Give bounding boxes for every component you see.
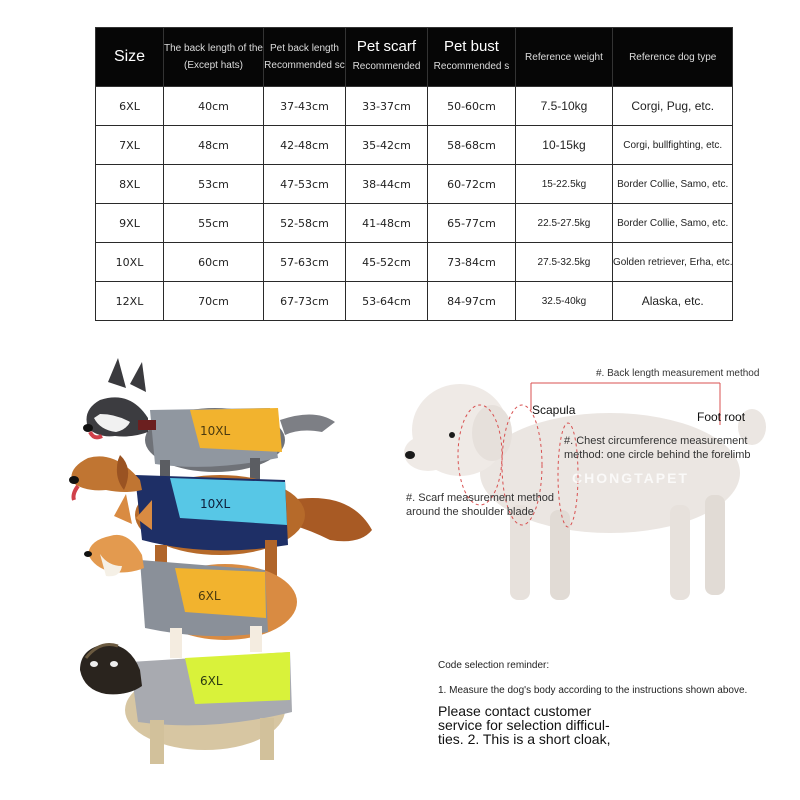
cell-pet-back: 37-43cm [263, 87, 345, 126]
cell-size: 8XL [96, 165, 164, 204]
brand-watermark: CHONGTAPET [572, 470, 689, 486]
scarf-method-line2: around the shoulder blade [406, 505, 534, 518]
notes-item-1: 1. Measure the dog's body according to the instructions shown above. [438, 685, 748, 696]
header-reference-dog-type: Reference dog type [612, 28, 733, 87]
chest-method-label [564, 435, 751, 463]
code-selection-notes [438, 660, 798, 746]
cell-back: 60cm [164, 243, 264, 282]
table-row [96, 282, 733, 321]
husky-coat-size-label: 10XL [200, 424, 231, 438]
cell-bust: 58-68cm [427, 126, 515, 165]
cell-bust: 84-97cm [427, 282, 515, 321]
cell-size: 9XL [96, 204, 164, 243]
cell-weight: 10-15kg [515, 126, 612, 165]
corgi-coat-size-label: 6XL [198, 589, 221, 603]
cell-dog-type: Corgi, Pug, etc. [612, 87, 733, 126]
cell-scarf: 45-52cm [345, 243, 427, 282]
cell-scarf: 53-64cm [345, 282, 427, 321]
cell-pet-back: 47-53cm [263, 165, 345, 204]
header-pet-scarf: Pet scarf Recommended [345, 28, 427, 87]
table-row [96, 126, 733, 165]
chest-method-line1: #. Chest circumference measurement [564, 435, 748, 447]
cell-weight: 15-22.5kg [515, 165, 612, 204]
scarf-method-line1: #. Scarf measurement method [406, 492, 554, 504]
cell-pet-back: 42-48cm [263, 126, 345, 165]
pug-image [80, 644, 292, 764]
cell-dog-type: Border Collie, Samo, etc. [612, 204, 733, 243]
header-size: Size [96, 28, 164, 87]
header-back-length: The back length of the (Except hats) [164, 28, 264, 87]
cell-back: 40cm [164, 87, 264, 126]
header-pet-bust: Pet bust Recommended s [427, 28, 515, 87]
cell-scarf: 35-42cm [345, 126, 427, 165]
cell-weight: 22.5-27.5kg [515, 204, 612, 243]
cell-bust: 65-77cm [427, 204, 515, 243]
pug-coat-size-label: 6XL [200, 674, 223, 688]
table-row [96, 87, 733, 126]
foot-root-label: Foot root [697, 410, 746, 424]
cell-back: 53cm [164, 165, 264, 204]
table-row [96, 165, 733, 204]
cell-pet-back: 52-58cm [263, 204, 345, 243]
cell-scarf: 41-48cm [345, 204, 427, 243]
cell-size: 10XL [96, 243, 164, 282]
notes-contact-text: Please contact customer service for selection difficul- ties. 2. This is a short cloak, [438, 703, 611, 747]
notes-title: Code selection reminder: [438, 660, 550, 671]
cell-size: 6XL [96, 87, 164, 126]
size-table [95, 27, 733, 321]
cell-dog-type: Corgi, bullfighting, etc. [612, 126, 733, 165]
back-length-method-label: #. Back length measurement method [596, 368, 760, 379]
cell-bust: 73-84cm [427, 243, 515, 282]
cell-back: 48cm [164, 126, 264, 165]
cell-bust: 60-72cm [427, 165, 515, 204]
cell-back: 70cm [164, 282, 264, 321]
cell-bust: 50-60cm [427, 87, 515, 126]
cell-weight: 7.5-10kg [515, 87, 612, 126]
scarf-method-label [406, 492, 554, 520]
dogs-in-coats-photo [60, 340, 390, 790]
cell-dog-type: Golden retriever, Erha, etc. [612, 243, 733, 282]
scapula-label: Scapula [532, 403, 576, 417]
cell-pet-back: 67-73cm [263, 282, 345, 321]
measurement-guide-dog-image [400, 355, 790, 620]
cell-dog-type: Border Collie, Samo, etc. [612, 165, 733, 204]
cell-dog-type: Alaska, etc. [612, 282, 733, 321]
cell-weight: 32.5-40kg [515, 282, 612, 321]
cell-pet-back: 57-63cm [263, 243, 345, 282]
cell-size: 12XL [96, 282, 164, 321]
cell-size: 7XL [96, 126, 164, 165]
cell-scarf: 38-44cm [345, 165, 427, 204]
table-header-row [96, 28, 733, 87]
table-row [96, 243, 733, 282]
cell-scarf: 33-37cm [345, 87, 427, 126]
chest-method-line2: method: one circle behind the forelimb [564, 448, 751, 461]
golden-coat-size-label: 10XL [200, 497, 231, 511]
header-reference-weight: Reference weight [515, 28, 612, 87]
cell-weight: 27.5-32.5kg [515, 243, 612, 282]
table-row [96, 204, 733, 243]
cell-back: 55cm [164, 204, 264, 243]
header-pet-back-length: Pet back length Recommended sc [263, 28, 345, 87]
